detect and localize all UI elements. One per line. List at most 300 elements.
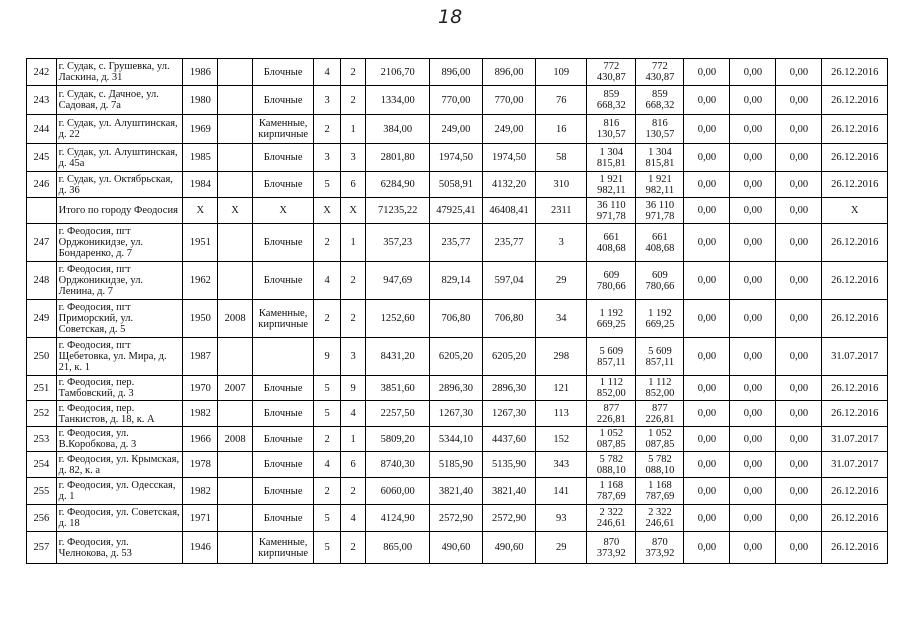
total-cost-cell: 5 782 088,10 [587,452,636,478]
floors-cell: 4 [314,59,341,86]
residents-cell: 343 [536,452,587,478]
entrances-cell: 2 [340,86,366,115]
total-cost-cell: 859 668,32 [587,86,636,115]
floors-cell: 5 [314,172,341,198]
owners-funds-cell: 0,00 [776,300,822,338]
budget-subject-cell: 0,00 [684,198,730,224]
table-row [27,478,888,505]
address-cell: г. Судак, ул. Октябрьская, д. 36 [56,172,183,198]
address-cell: г. Феодосия, ул. Одесская, д. 1 [56,478,183,505]
year-built-cell: 1984 [183,172,218,198]
entrances-cell: 6 [340,172,366,198]
wall-material-cell: Каменные, кирпичные [252,115,313,144]
fund-cost-cell: 859 668,32 [636,86,684,115]
table-row [27,144,888,172]
subtotal-row [27,198,888,224]
deadline-date-cell: 31.07.2017 [822,338,888,376]
total-cost-cell: 36 110 971,78 [587,198,636,224]
fund-cost-cell: 1 304 815,81 [636,144,684,172]
budget-local-cell: 0,00 [730,452,776,478]
budget-local-cell: 0,00 [730,300,776,338]
total-area-cell: 4124,90 [366,505,429,532]
year-built-cell: 1985 [183,144,218,172]
floors-cell: 4 [314,262,341,300]
floors-cell: 9 [314,338,341,376]
wall-material-cell: Блочные [252,452,313,478]
budget-subject-cell: 0,00 [684,376,730,401]
wall-material-cell: Блочные [252,144,313,172]
budget-local-cell: 0,00 [730,338,776,376]
entrances-cell: 2 [340,262,366,300]
fund-cost-cell: 1 052 087,85 [636,427,684,452]
deadline-date-cell: 26.12.2016 [822,59,888,86]
floors-cell: 2 [314,300,341,338]
floors-cell: 2 [314,224,341,262]
year-repair-cell [218,86,253,115]
budget-local-cell: 0,00 [730,144,776,172]
deadline-date-cell: 26.12.2016 [822,505,888,532]
entrances-cell: 3 [340,338,366,376]
total-cost-cell: 609 780,66 [587,262,636,300]
wall-material-cell: Каменные, кирпичные [252,532,313,564]
fund-cost-cell: 1 921 982,11 [636,172,684,198]
wall-material-cell: Каменные, кирпичные [252,300,313,338]
table-row [27,172,888,198]
page-number: 18 [438,6,463,28]
year-built-cell: 1970 [183,376,218,401]
living-area-cell: 5185,90 [429,452,482,478]
year-repair-cell: 2007 [218,376,253,401]
residential-area-cell: 1974,50 [483,144,536,172]
total-cost-cell: 1 112 852,00 [587,376,636,401]
deadline-date-cell: 26.12.2016 [822,224,888,262]
year-built-cell: 1962 [183,262,218,300]
residents-cell: 58 [536,144,587,172]
address-cell: г. Феодосия, ул. Советская, д. 18 [56,505,183,532]
living-area-cell: 3821,40 [429,478,482,505]
deadline-date-cell: 26.12.2016 [822,532,888,564]
table-row [27,338,888,376]
living-area-cell: 47925,41 [429,198,482,224]
entrances-cell: 2 [340,300,366,338]
address-cell: г. Феодосия, пгт Щебетовка, ул. Мира, д. 21, к. 1 [56,338,183,376]
budget-local-cell: 0,00 [730,262,776,300]
budget-local-cell: 0,00 [730,198,776,224]
year-repair-cell [218,262,253,300]
row-number-cell: 249 [27,300,57,338]
row-number-cell: 254 [27,452,57,478]
residents-cell: 113 [536,401,587,427]
table-row [27,224,888,262]
total-area-cell: 947,69 [366,262,429,300]
wall-material-cell: Блочные [252,172,313,198]
wall-material-cell: Блочные [252,376,313,401]
budget-local-cell: 0,00 [730,376,776,401]
year-repair-cell [218,452,253,478]
fund-cost-cell: 661 408,68 [636,224,684,262]
year-repair-cell [218,532,253,564]
residential-area-cell: 1267,30 [483,401,536,427]
total-cost-cell: 816 130,57 [587,115,636,144]
row-number-cell: 243 [27,86,57,115]
housing-register-table [26,58,888,564]
owners-funds-cell: 0,00 [776,532,822,564]
residential-area-cell: 235,77 [483,224,536,262]
wall-material-cell: Блочные [252,262,313,300]
year-repair-cell [218,144,253,172]
residents-cell: 29 [536,262,587,300]
living-area-cell: 770,00 [429,86,482,115]
budget-subject-cell: 0,00 [684,144,730,172]
residential-area-cell: 706,80 [483,300,536,338]
address-cell: г. Феодосия, пгт Приморский, ул. Советская, д. 5 [56,300,183,338]
residents-cell: 152 [536,427,587,452]
total-area-cell: 8740,30 [366,452,429,478]
total-cost-cell: 661 408,68 [587,224,636,262]
fund-cost-cell: 1 168 787,69 [636,478,684,505]
wall-material-cell: Блочные [252,401,313,427]
address-cell: г. Феодосия, ул. Челнокова, д. 53 [56,532,183,564]
row-number-cell: 255 [27,478,57,505]
residents-cell: 16 [536,115,587,144]
living-area-cell: 5058,91 [429,172,482,198]
entrances-cell: 1 [340,115,366,144]
row-number-cell: 246 [27,172,57,198]
year-repair-cell: X [218,198,253,224]
owners-funds-cell: 0,00 [776,198,822,224]
year-built-cell: 1987 [183,338,218,376]
address-cell: г. Феодосия, пгт Орджоникидзе, ул. Бондаренко, д. 7 [56,224,183,262]
floors-cell: 3 [314,86,341,115]
year-repair-cell: 2008 [218,300,253,338]
floors-cell: 5 [314,376,341,401]
entrances-cell: 9 [340,376,366,401]
table-row [27,532,888,564]
total-area-cell: 2801,80 [366,144,429,172]
total-area-cell: 1334,00 [366,86,429,115]
deadline-date-cell: 26.12.2016 [822,262,888,300]
residential-area-cell: 896,00 [483,59,536,86]
year-repair-cell [218,59,253,86]
owners-funds-cell: 0,00 [776,115,822,144]
total-cost-cell: 2 322 246,61 [587,505,636,532]
fund-cost-cell: 877 226,81 [636,401,684,427]
deadline-date-cell: 31.07.2017 [822,452,888,478]
residential-area-cell: 2572,90 [483,505,536,532]
deadline-date-cell: 26.12.2016 [822,401,888,427]
floors-cell: 5 [314,532,341,564]
row-number-cell: 256 [27,505,57,532]
entrances-cell: 2 [340,59,366,86]
residential-area-cell: 770,00 [483,86,536,115]
budget-local-cell: 0,00 [730,86,776,115]
year-repair-cell [218,224,253,262]
deadline-date-cell: 26.12.2016 [822,300,888,338]
year-built-cell: 1978 [183,452,218,478]
table-row [27,262,888,300]
floors-cell: 3 [314,144,341,172]
budget-local-cell: 0,00 [730,172,776,198]
entrances-cell: 1 [340,427,366,452]
year-built-cell: 1980 [183,86,218,115]
living-area-cell: 6205,20 [429,338,482,376]
residential-area-cell: 490,60 [483,532,536,564]
fund-cost-cell: 609 780,66 [636,262,684,300]
owners-funds-cell: 0,00 [776,172,822,198]
owners-funds-cell: 0,00 [776,376,822,401]
budget-subject-cell: 0,00 [684,505,730,532]
residents-cell: 310 [536,172,587,198]
fund-cost-cell: 2 322 246,61 [636,505,684,532]
total-area-cell: 3851,60 [366,376,429,401]
deadline-date-cell: X [822,198,888,224]
total-cost-cell: 1 921 982,11 [587,172,636,198]
year-repair-cell: 2008 [218,427,253,452]
residents-cell: 141 [536,478,587,505]
address-cell: г. Феодосия, ул. Крымская, д. 82, к. а [56,452,183,478]
budget-local-cell: 0,00 [730,224,776,262]
total-cost-cell: 5 609 857,11 [587,338,636,376]
wall-material-cell: X [252,198,313,224]
budget-local-cell: 0,00 [730,401,776,427]
budget-local-cell: 0,00 [730,427,776,452]
deadline-date-cell: 26.12.2016 [822,478,888,505]
owners-funds-cell: 0,00 [776,59,822,86]
floors-cell: 2 [314,427,341,452]
fund-cost-cell: 5 609 857,11 [636,338,684,376]
wall-material-cell: Блочные [252,505,313,532]
total-area-cell: 1252,60 [366,300,429,338]
total-cost-cell: 772 430,87 [587,59,636,86]
row-number-cell: 247 [27,224,57,262]
residents-cell: 76 [536,86,587,115]
address-cell: г. Судак, ул. Алуштинская, д. 22 [56,115,183,144]
fund-cost-cell: 870 373,92 [636,532,684,564]
address-cell: г. Феодосия, ул. В.Коробкова, д. 3 [56,427,183,452]
floors-cell: 2 [314,478,341,505]
budget-subject-cell: 0,00 [684,427,730,452]
total-cost-cell: 1 192 669,25 [587,300,636,338]
fund-cost-cell: 772 430,87 [636,59,684,86]
total-area-cell: 865,00 [366,532,429,564]
row-number-cell: 242 [27,59,57,86]
entrances-cell: 4 [340,401,366,427]
budget-subject-cell: 0,00 [684,86,730,115]
year-built-cell: 1982 [183,401,218,427]
entrances-cell: 2 [340,478,366,505]
row-number-cell: 248 [27,262,57,300]
table-row [27,300,888,338]
residents-cell: 2311 [536,198,587,224]
owners-funds-cell: 0,00 [776,224,822,262]
year-built-cell: 1946 [183,532,218,564]
deadline-date-cell: 31.07.2017 [822,427,888,452]
owners-funds-cell: 0,00 [776,427,822,452]
budget-local-cell: 0,00 [730,505,776,532]
year-built-cell: 1986 [183,59,218,86]
budget-subject-cell: 0,00 [684,172,730,198]
budget-subject-cell: 0,00 [684,401,730,427]
total-area-cell: 6284,90 [366,172,429,198]
row-number-cell: 244 [27,115,57,144]
total-area-cell: 2106,70 [366,59,429,86]
year-repair-cell [218,115,253,144]
budget-subject-cell: 0,00 [684,452,730,478]
owners-funds-cell: 0,00 [776,401,822,427]
living-area-cell: 1267,30 [429,401,482,427]
owners-funds-cell: 0,00 [776,452,822,478]
row-number-cell: 257 [27,532,57,564]
budget-subject-cell: 0,00 [684,224,730,262]
owners-funds-cell: 0,00 [776,86,822,115]
residents-cell: 93 [536,505,587,532]
floors-cell: 5 [314,505,341,532]
owners-funds-cell: 0,00 [776,505,822,532]
deadline-date-cell: 26.12.2016 [822,172,888,198]
wall-material-cell: Блочные [252,86,313,115]
row-number-cell: 245 [27,144,57,172]
address-cell: г. Судак, ул. Алуштинская, д. 45а [56,144,183,172]
budget-subject-cell: 0,00 [684,300,730,338]
living-area-cell: 249,00 [429,115,482,144]
living-area-cell: 706,80 [429,300,482,338]
entrances-cell: 1 [340,224,366,262]
total-cost-cell: 1 052 087,85 [587,427,636,452]
floors-cell: 2 [314,115,341,144]
deadline-date-cell: 26.12.2016 [822,86,888,115]
residential-area-cell: 6205,20 [483,338,536,376]
total-cost-cell: 877 226,81 [587,401,636,427]
residents-cell: 29 [536,532,587,564]
table-row [27,401,888,427]
fund-cost-cell: 36 110 971,78 [636,198,684,224]
wall-material-cell [252,338,313,376]
year-built-cell: 1951 [183,224,218,262]
owners-funds-cell: 0,00 [776,262,822,300]
year-built-cell: 1950 [183,300,218,338]
total-area-cell: 71235,22 [366,198,429,224]
budget-local-cell: 0,00 [730,478,776,505]
year-built-cell: 1969 [183,115,218,144]
row-number-cell [27,198,57,224]
budget-subject-cell: 0,00 [684,338,730,376]
residential-area-cell: 5135,90 [483,452,536,478]
total-cost-cell: 1 168 787,69 [587,478,636,505]
wall-material-cell: Блочные [252,478,313,505]
address-cell: Итого по городу Феодосия [56,198,183,224]
year-repair-cell [218,172,253,198]
address-cell: г. Судак, с. Дачное, ул. Садовая, д. 7а [56,86,183,115]
owners-funds-cell: 0,00 [776,478,822,505]
total-area-cell: 357,23 [366,224,429,262]
fund-cost-cell: 1 112 852,00 [636,376,684,401]
living-area-cell: 490,60 [429,532,482,564]
budget-local-cell: 0,00 [730,59,776,86]
table-row [27,59,888,86]
budget-subject-cell: 0,00 [684,59,730,86]
year-built-cell: X [183,198,218,224]
living-area-cell: 829,14 [429,262,482,300]
residents-cell: 298 [536,338,587,376]
deadline-date-cell: 26.12.2016 [822,115,888,144]
year-built-cell: 1971 [183,505,218,532]
residents-cell: 109 [536,59,587,86]
year-repair-cell [218,338,253,376]
address-cell: г. Феодосия, пгт Орджоникидзе, ул. Ленина, д. 7 [56,262,183,300]
living-area-cell: 235,77 [429,224,482,262]
residents-cell: 3 [536,224,587,262]
total-area-cell: 2257,50 [366,401,429,427]
fund-cost-cell: 1 192 669,25 [636,300,684,338]
total-area-cell: 6060,00 [366,478,429,505]
wall-material-cell: Блочные [252,59,313,86]
entrances-cell: 4 [340,505,366,532]
entrances-cell: X [340,198,366,224]
living-area-cell: 1974,50 [429,144,482,172]
fund-cost-cell: 816 130,57 [636,115,684,144]
year-built-cell: 1966 [183,427,218,452]
owners-funds-cell: 0,00 [776,144,822,172]
address-cell: г. Феодосия, пер. Тамбовский, д. 3 [56,376,183,401]
residential-area-cell: 4437,60 [483,427,536,452]
floors-cell: X [314,198,341,224]
total-area-cell: 5809,20 [366,427,429,452]
residential-area-cell: 3821,40 [483,478,536,505]
year-repair-cell [218,505,253,532]
living-area-cell: 5344,10 [429,427,482,452]
year-built-cell: 1982 [183,478,218,505]
fund-cost-cell: 5 782 088,10 [636,452,684,478]
row-number-cell: 253 [27,427,57,452]
table-row [27,115,888,144]
row-number-cell: 251 [27,376,57,401]
floors-cell: 5 [314,401,341,427]
residents-cell: 121 [536,376,587,401]
entrances-cell: 6 [340,452,366,478]
total-area-cell: 384,00 [366,115,429,144]
address-cell: г. Судак, с. Грушевка, ул. Ласкина, д. 31 [56,59,183,86]
living-area-cell: 2896,30 [429,376,482,401]
row-number-cell: 252 [27,401,57,427]
table-row [27,376,888,401]
residential-area-cell: 46408,41 [483,198,536,224]
living-area-cell: 896,00 [429,59,482,86]
budget-local-cell: 0,00 [730,115,776,144]
table-row [27,427,888,452]
deadline-date-cell: 26.12.2016 [822,376,888,401]
residential-area-cell: 597,04 [483,262,536,300]
budget-subject-cell: 0,00 [684,478,730,505]
total-cost-cell: 870 373,92 [587,532,636,564]
budget-subject-cell: 0,00 [684,532,730,564]
year-repair-cell [218,478,253,505]
wall-material-cell: Блочные [252,427,313,452]
residential-area-cell: 249,00 [483,115,536,144]
budget-local-cell: 0,00 [730,532,776,564]
wall-material-cell: Блочные [252,224,313,262]
entrances-cell: 3 [340,144,366,172]
total-area-cell: 8431,20 [366,338,429,376]
residential-area-cell: 2896,30 [483,376,536,401]
residents-cell: 34 [536,300,587,338]
entrances-cell: 2 [340,532,366,564]
table-row [27,86,888,115]
budget-subject-cell: 0,00 [684,262,730,300]
living-area-cell: 2572,90 [429,505,482,532]
table-row [27,505,888,532]
address-cell: г. Феодосия, пер. Танкистов, д. 18, к. А [56,401,183,427]
deadline-date-cell: 26.12.2016 [822,144,888,172]
